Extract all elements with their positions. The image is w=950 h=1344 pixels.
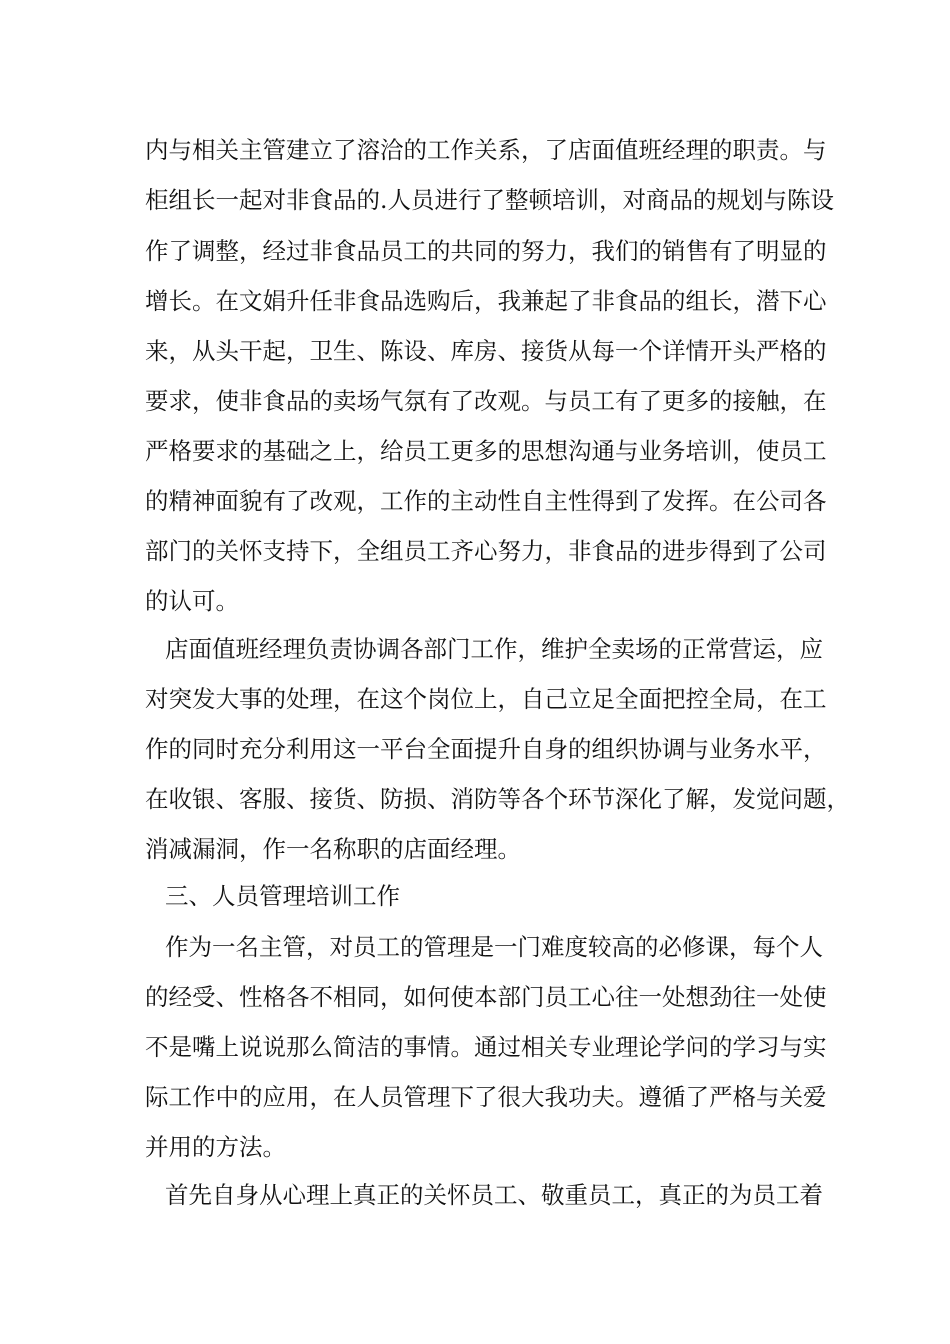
text-line: 不是嘴上说说那么简洁的事情。通过相关专业理论学问的学习与实 xyxy=(145,1033,827,1061)
text-line: 的精神面貌有了改观，工作的主动性自主性得到了发挥。在公司各 xyxy=(145,487,827,515)
paragraph-first-line: 店面值班经理负责协调各部门工作，维护全卖场的正常营运，应 xyxy=(165,635,823,663)
text-line: 的认可。 xyxy=(145,587,239,615)
paragraph-first-line: 首先自身从心理上真正的关怀员工、敬重员工，真正的为员工着 xyxy=(165,1181,823,1209)
text-line: 并用的方法。 xyxy=(145,1133,286,1161)
section-heading: 三、人员管理培训工作 xyxy=(165,882,400,910)
text-line: 对突发大事的处理，在这个岗位上，自己立足全面把控全局，在工 xyxy=(145,685,827,713)
text-line: 部门的关怀支持下，全组员工齐心努力，非食品的进步得到了公司 xyxy=(145,537,827,565)
text-line: 在收银、客服、接货、防损、消防等各个环节深化了解，发觉问题， xyxy=(145,785,850,813)
text-line: 增长。在文娟升任非食品选购后，我兼起了非食品的组长，潜下心 xyxy=(145,287,827,315)
text-line: 来，从头干起，卫生、陈设、库房、接货从每一个详情开头严格的 xyxy=(145,337,827,365)
text-line: 际工作中的应用，在人员管理下了很大我功夫。遵循了严格与关爱 xyxy=(145,1083,827,1111)
text-line: 作了调整，经过非食品员工的共同的努力，我们的销售有了明显的 xyxy=(145,237,827,265)
text-line: 内与相关主管建立了溶洽的工作关系，了店面值班经理的职责。与 xyxy=(145,136,827,164)
text-line: 严格要求的基础之上，给员工更多的思想沟通与业务培训，使员工 xyxy=(145,437,827,465)
text-line: 的经受、性格各不相同，如何使本部门员工心往一处想劲往一处使 xyxy=(145,983,827,1011)
paragraph-first-line: 作为一名主管，对员工的管理是一门难度较高的必修课，每个人 xyxy=(165,933,823,961)
text-line: 消减漏洞，作一名称职的店面经理。 xyxy=(145,835,521,863)
text-line: 要求，使非食品的卖场气氛有了改观。与员工有了更多的接触，在 xyxy=(145,387,827,415)
text-line: 柜组长一起对非食品的.人员进行了整顿培训，对商品的规划与陈设 xyxy=(145,186,834,214)
text-line: 作的同时充分利用这一平台全面提升自身的组织协调与业务水平， xyxy=(145,735,827,763)
